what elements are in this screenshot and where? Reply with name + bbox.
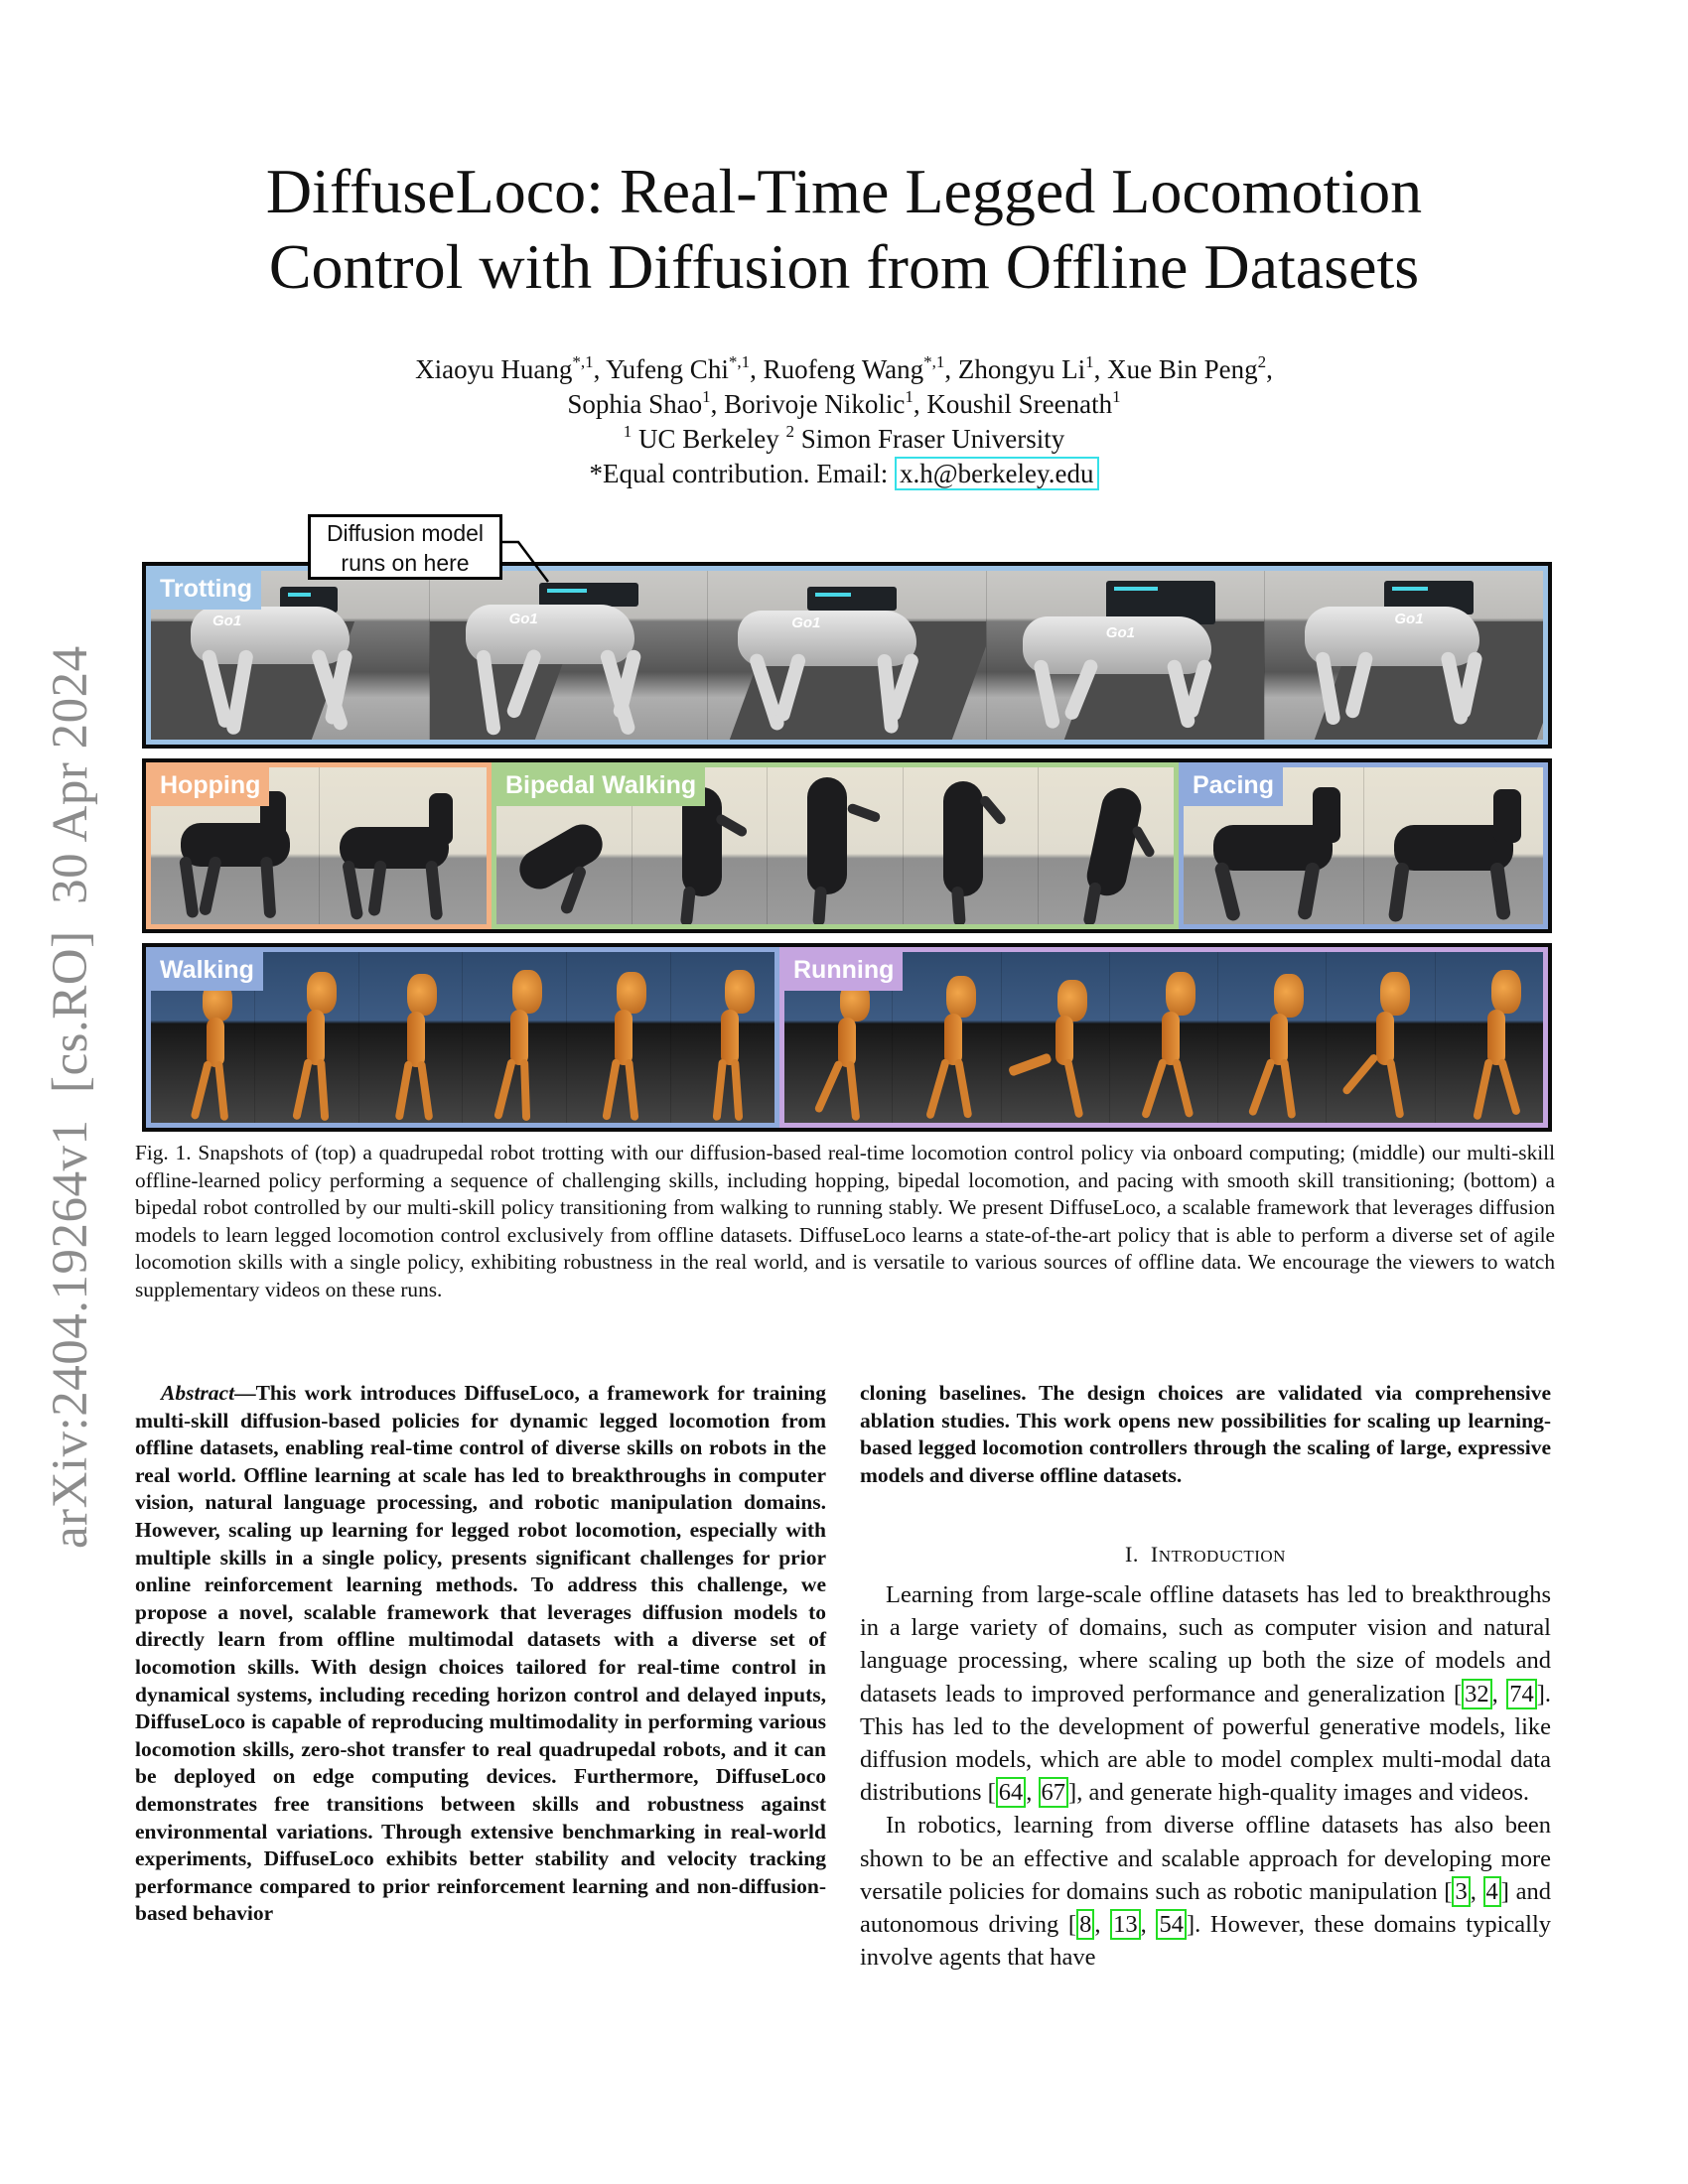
callout-line-2: runs on here — [341, 550, 470, 576]
segment-pacing — [1179, 762, 1548, 929]
snapshot-frame — [1002, 952, 1110, 1123]
author-mark: *,1 — [572, 352, 594, 371]
figure-row-trotting — [142, 562, 1552, 749]
skill-label-trotting: Trotting — [151, 571, 261, 610]
text-run: In robotics, learning from diverse offline datasets has also been shown to be an effective and scalable approach for developing more versatile policies for domains such as robotic manipulation [ — [860, 1812, 1551, 1905]
snapshot-frame — [359, 952, 464, 1123]
robot-badge: Go1 — [791, 614, 821, 631]
citation-link[interactable]: 32 — [1462, 1679, 1492, 1709]
trotting-frames — [151, 571, 1543, 740]
robot-badge: Go1 — [508, 611, 538, 627]
right-column — [860, 1380, 1551, 1974]
email-link[interactable]: x.h@berkeley.edu — [895, 457, 1099, 490]
segment-trotting — [146, 566, 1548, 745]
contribution-note — [0, 457, 1688, 491]
segment-walking — [146, 947, 779, 1128]
snapshot-frame — [1039, 767, 1174, 924]
text-run: , — [1026, 1779, 1039, 1807]
figure-row-biped-sim — [142, 943, 1552, 1132]
text-run: Learning from large-scale offline datasets has led to breakthroughs in a large variety of domains, such as computer vision and natural language processing, where scaling up both the size of models and datasets leads to improved performance and generalization [ — [860, 1580, 1551, 1707]
text-run: , — [1470, 1877, 1483, 1905]
author-mark: 1 — [1085, 352, 1094, 371]
title-line-2: Control with Diffusion from Offline Datasets — [268, 231, 1420, 302]
title-line-1: DiffuseLoco: Real-Time Legged Locomotion — [265, 156, 1423, 226]
citation-link[interactable]: 67 — [1039, 1777, 1069, 1808]
author-name: Xiaoyu Huang — [415, 354, 573, 384]
author-mark: 1 — [702, 387, 711, 406]
text-run: , — [1140, 1911, 1157, 1938]
abstract-text-left: This work introduces DiffuseLoco, a framework for training multi-skill diffusion-based policies for dynamic legged locomotion from offline datasets, enabling real-time control of diverse skills on robots in the real world. Offline learning at scale has led to breakthroughs in computer vision, natural language processing, and robotic manipulation domains. However, scaling up learning for legged robot locomotion, especially with multiple skills in a single policy, presents significant challenges for prior online reinforcement learning methods. To address this challenge, we propose a novel, scalable framework that leverages diffusion models to directly learn from offline multimodal datasets with a diverse set of locomotion skills. With design choices tailored for real-time control in dynamical systems, including receding horizon control and delayed inputs, DiffuseLoco is capable of reproducing multimodality in performing various locomotion skills, zero-shot transfer to real quadrupedal robots, and it can be deployed on edge computing devices. Furthermore, DiffuseLoco demonstrates free transitions between skills and robustness against environmental variations. Through extensive benchmarking in real-world experiments, DiffuseLoco exhibits better stability and velocity tracking performance compared to prior reinforcement learning and non-diffusion-based behavior — [135, 1381, 826, 1926]
snapshot-frame — [255, 952, 359, 1123]
affiliation-name: UC Berkeley — [638, 424, 779, 454]
author-line-2: Sophia Shao$^1$, Borivoje Nikolic$^1$, Koushil Sreenath$^1$ — [567, 387, 1121, 419]
snapshot-frame — [768, 767, 904, 924]
abstract-continuation: cloning baselines. The design choices are validated via comprehensive ablation studies. This work opens new possibilities for scaling up learning-based legged locomotion controllers through the scaling of large, expressive models and diverse offline datasets. — [860, 1381, 1551, 1487]
intro-paragraph-1 — [860, 1578, 1551, 1809]
affiliation-mark: 1 — [623, 422, 633, 441]
skill-label-bipedal-walking: Bipedal Walking — [496, 767, 705, 806]
arxiv-identifier-stamp: arXiv:2404.19264v1 [cs.RO] 30 Apr 2024 — [43, 645, 98, 1549]
paper-title — [0, 154, 1688, 305]
abstract-label: Abstract — [161, 1381, 235, 1405]
left-column — [135, 1380, 826, 1928]
author-mark: 1 — [1112, 387, 1121, 406]
snapshot-frame — [1265, 571, 1543, 740]
callout-pointer-line — [496, 536, 556, 586]
snapshot-frame — [1110, 952, 1218, 1123]
affiliation-mark: 2 — [785, 422, 794, 441]
author-line-1: Xiaoyu Huang$^{*,1}$, Yufeng Chi$^{*,1}$, Ruofeng Wang$^{*,1}$, Zhongyu Li$^1$, Xue Bin Peng$^2$, — [415, 352, 1273, 384]
citation-link[interactable]: 13 — [1110, 1909, 1141, 1940]
author-mark: *,1 — [923, 352, 945, 371]
skill-label-walking: Walking — [151, 952, 263, 991]
author-block — [0, 352, 1688, 491]
author-name: Koushil Sreenath — [926, 389, 1113, 419]
heading-smallcaps: NTRODUCTION — [1158, 1547, 1286, 1567]
author-mark: 2 — [1257, 352, 1267, 371]
snapshot-frame — [567, 952, 671, 1123]
figure-caption: Fig. 1. Snapshots of (top) a quadrupedal robot trotting with our diffusion-based real-time locomotion control policy via onboard computing; (middle) our multi-skill offline-learned policy performing a sequence of challenging skills, including hopping, bipedal locomotion, and pacing with smooth skill transitioning; (bottom) a bipedal robot controlled by our multi-skill policy transitioning from walking to running stably. We present DiffuseLoco, a scalable framework that leverages diffusion models to learn legged locomotion control exclusively from offline datasets. DiffuseLoco learns a state-of-the-art policy that is able to perform a diverse set of agile locomotion skills with a single policy, exhibiting robustness in the real world, and is versatile to various sources of offline data. We encourage the viewers to watch supplementary videos on these runs. — [135, 1141, 1555, 1301]
callout-line-1: Diffusion model — [326, 520, 485, 546]
intro-paragraph-2 — [860, 1809, 1551, 1974]
citation-link[interactable]: 3 — [1452, 1876, 1470, 1907]
onboard-computer — [807, 587, 897, 611]
author-name: Xue Bin Peng — [1107, 354, 1258, 384]
segment-running — [779, 947, 1548, 1128]
snapshot-frame — [430, 571, 709, 740]
robot-badge: Go1 — [212, 613, 242, 629]
citation-link[interactable]: 4 — [1483, 1876, 1501, 1907]
onboard-computer — [539, 583, 638, 607]
text-run: ], and generate high-quality images and videos. — [1068, 1779, 1530, 1807]
author-name: Yufeng Chi — [606, 354, 729, 384]
robot-badge: Go1 — [1394, 611, 1424, 627]
snapshot-frame — [893, 952, 1001, 1123]
snapshot-frame — [320, 767, 488, 924]
skill-label-pacing: Pacing — [1184, 767, 1283, 806]
citation-link[interactable]: 74 — [1506, 1679, 1537, 1709]
snapshot-frame — [671, 952, 774, 1123]
robot-badge: Go1 — [1105, 624, 1135, 641]
snapshot-frame — [1327, 952, 1435, 1123]
segment-bipedal-walking — [492, 762, 1179, 929]
snapshot-frame — [1364, 767, 1544, 924]
snapshot-frame — [1218, 952, 1327, 1123]
author-name: Borivoje Nikolic — [724, 389, 906, 419]
author-name: Zhongyu Li — [957, 354, 1086, 384]
snapshot-frame — [463, 952, 567, 1123]
text-run: ]. However, these domains typically involve agents that have — [860, 1911, 1551, 1972]
skill-label-hopping: Hopping — [151, 767, 269, 806]
abstract-paragraph — [135, 1380, 826, 1928]
text-run: , — [1491, 1680, 1507, 1707]
citation-link[interactable]: 8 — [1076, 1909, 1094, 1940]
text-run: ]. This has led to the development of powerful generative models, like diffusion models, which are able to model complex multi-modal data distributions [ — [860, 1680, 1552, 1807]
segment-hopping — [146, 762, 492, 929]
snapshot-frame — [1436, 952, 1543, 1123]
author-mark: 1 — [905, 387, 914, 406]
author-mark: *,1 — [728, 352, 751, 371]
diffusion-model-callout — [308, 514, 502, 580]
snapshot-frame — [708, 571, 987, 740]
affiliation-name: Simon Fraser University — [800, 424, 1065, 454]
affiliations — [0, 422, 1688, 457]
section-heading-introduction — [860, 1541, 1551, 1570]
snapshot-frame — [987, 571, 1266, 740]
snapshot-frame — [904, 767, 1040, 924]
figure-row-multiskill — [142, 758, 1552, 933]
citation-link[interactable]: 64 — [996, 1777, 1027, 1808]
abstract-dash: — — [234, 1381, 256, 1405]
section-number: I. — [1125, 1542, 1139, 1568]
skill-label-running: Running — [784, 952, 903, 991]
text-run: ] and autonomous driving [ — [860, 1877, 1552, 1938]
author-name: Ruofeng Wang — [763, 354, 924, 384]
text-run: , — [1094, 1911, 1111, 1938]
author-name: Sophia Shao — [567, 389, 703, 419]
heading-initial: I — [1150, 1542, 1159, 1568]
note-prefix: *Equal contribution. Email: — [589, 459, 895, 488]
citation-link[interactable]: 54 — [1156, 1909, 1187, 1940]
